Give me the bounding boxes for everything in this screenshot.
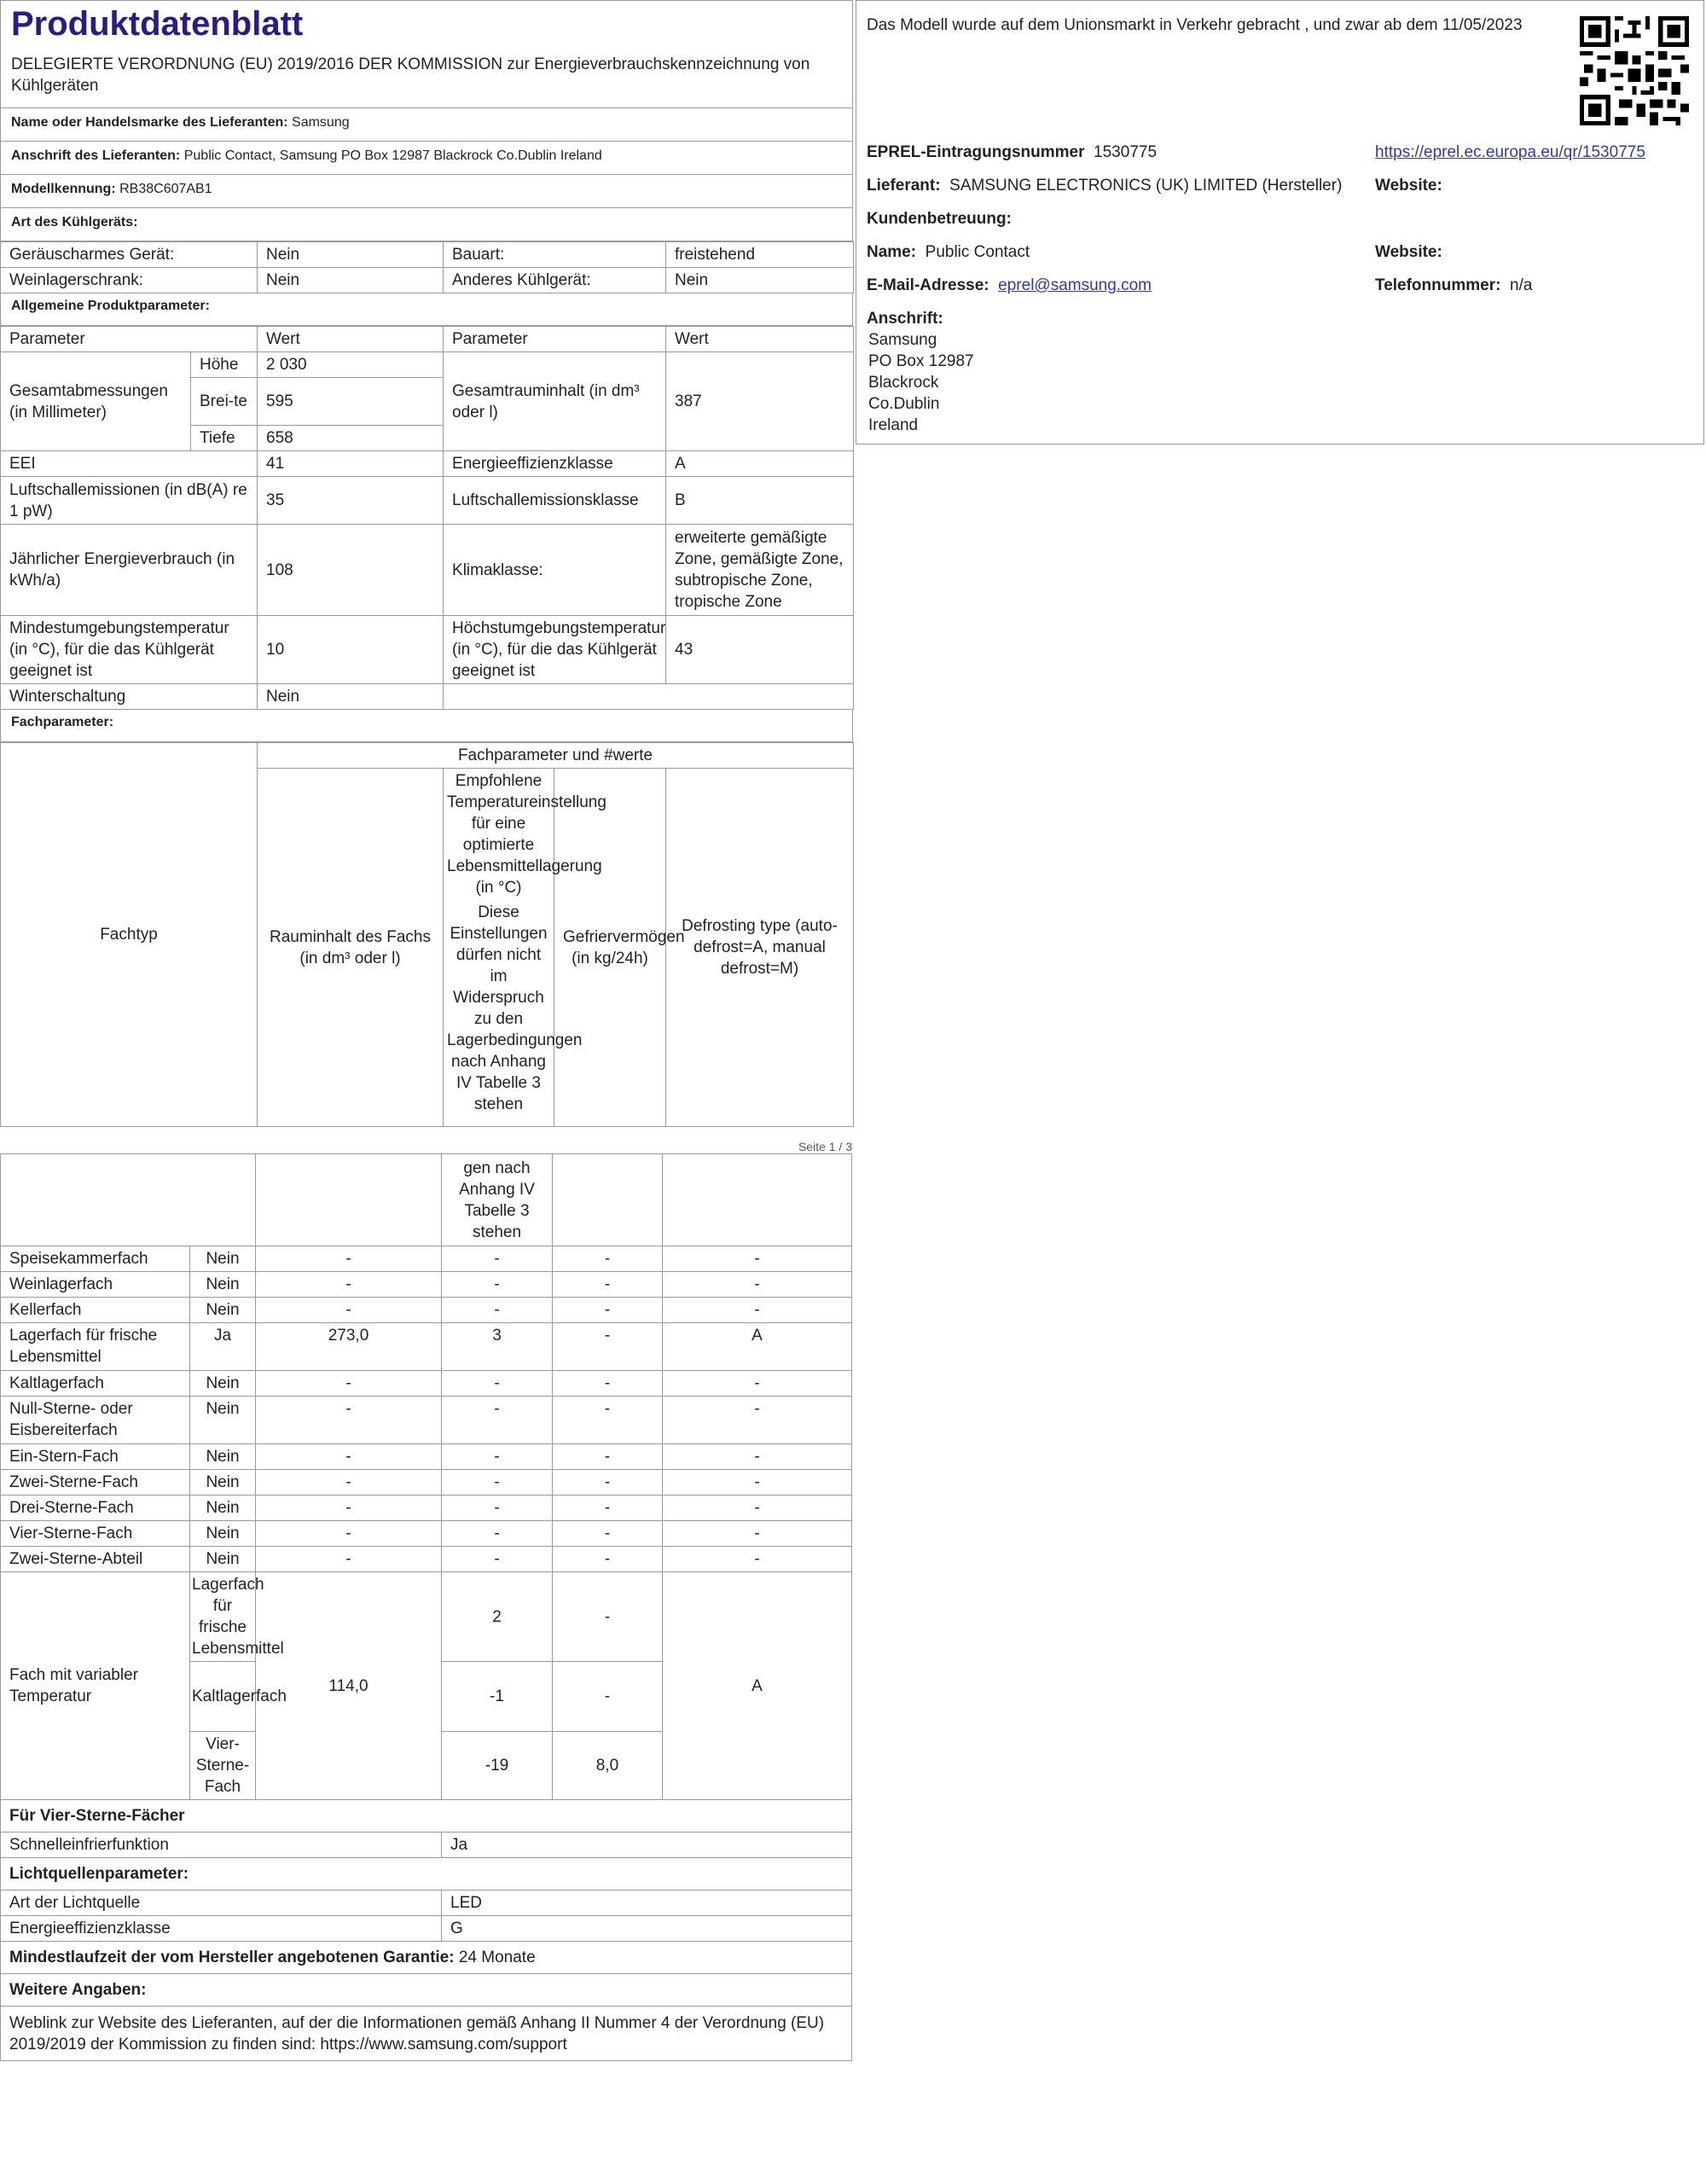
compartment-value: -	[553, 1246, 663, 1272]
compartment-value: -	[256, 1470, 442, 1496]
quick-freeze-label: Schnelleinfrierfunktion	[1, 1833, 442, 1858]
compartment-row	[1, 1470, 852, 1496]
freeze-header: Gefriervermögen (in kg/24h)	[554, 769, 666, 1127]
min-temp-value: 10	[258, 616, 444, 684]
phone-row	[1375, 275, 1532, 296]
general-header-row	[1, 327, 854, 352]
compartment-value: -	[256, 1298, 442, 1323]
compartment-value: -	[442, 1246, 553, 1272]
quick-freeze-row	[1, 1833, 852, 1858]
address-label: Anschrift:	[867, 310, 943, 328]
compartment-value: -	[256, 1246, 442, 1272]
compartment-value: -	[663, 1496, 852, 1521]
variable-temp: -1	[442, 1662, 553, 1732]
winter-value: Nein	[258, 684, 444, 710]
compartment-value: -	[663, 1371, 852, 1397]
compartment-value: -	[553, 1496, 663, 1521]
four-star-heading-row	[1, 1800, 852, 1833]
consumption-label: Jährlicher Energieverbrauch (in kWh/a)	[1, 525, 258, 616]
volume-header: Rauminhalt des Fachs (in dm³ oder l)	[258, 769, 444, 1127]
warranty-row	[1, 1942, 852, 1974]
title-block	[0, 0, 853, 108]
contact-name-value: Public Contact	[925, 243, 1030, 261]
address-line: Samsung	[868, 331, 937, 349]
empty-cell	[553, 1154, 663, 1246]
type-cell: Anderes Kühlgerät:	[444, 268, 666, 293]
noise-row	[1, 477, 854, 525]
volume-label: Gesamtrauminhalt (in dm³ oder l)	[444, 352, 666, 451]
further-heading-row	[1, 1974, 852, 2007]
compartment-name: Zwei-Sterne-Abteil	[1, 1547, 190, 1572]
eprel-value: 1530775	[1094, 143, 1158, 161]
compartment-value: -	[663, 1246, 852, 1272]
variable-sub-label: Vier-Sterne-Fach	[190, 1732, 256, 1800]
max-temp-value: 43	[666, 616, 854, 684]
climate-label: Klimaklasse:	[444, 525, 666, 616]
compartment-row	[1, 1521, 852, 1547]
compartment-present: Nein	[190, 1371, 256, 1397]
warranty-label: Mindestlaufzeit der vom Hersteller angebotenen Garantie:	[9, 1949, 455, 1966]
compartment-row	[1, 1496, 852, 1521]
winter-row	[1, 684, 854, 710]
type-heading: Art des Kühlgeräts:	[0, 208, 853, 241]
group-header: Fachparameter und #werte	[258, 743, 854, 769]
further-text: Weblink zur Website des Lieferanten, auf der die Informationen gemäß Anhang II Nummer 4 der Verordnung (EU) 2019/2019 der Kommission zu finden sind:	[9, 2013, 825, 2053]
qr-code-icon[interactable]	[1580, 16, 1689, 125]
compartment-row	[1, 1246, 852, 1272]
eei-value: 41	[258, 451, 444, 477]
compartment-name: Speisekammerfach	[1, 1246, 190, 1272]
compartment-group-row	[1, 743, 854, 769]
compartment-value: -	[553, 1470, 663, 1496]
compartment-present: Nein	[190, 1246, 256, 1272]
email-link[interactable]: eprel@samsung.com	[998, 276, 1152, 294]
light-class-value: G	[442, 1916, 852, 1942]
compartment-value: -	[442, 1397, 553, 1444]
temperature-header	[444, 769, 606, 1127]
col-param-header: Parameter	[444, 327, 666, 352]
compartment-value: -	[442, 1470, 553, 1496]
winter-label: Winterschaltung	[1, 684, 258, 710]
type-table	[0, 241, 854, 293]
compartment-header-continuation	[1, 1154, 852, 1246]
depth-value: 658	[258, 426, 444, 451]
eei-row	[1, 451, 854, 477]
compartment-value: -	[663, 1272, 852, 1298]
light-class-row	[1, 1916, 852, 1942]
compartment-value: -	[256, 1397, 442, 1444]
compartment-present: Nein	[190, 1272, 256, 1298]
empty-cell	[444, 684, 854, 710]
compartment-row	[1, 1298, 852, 1323]
supplier-name-value: Samsung	[292, 115, 350, 130]
warranty-cell	[1, 1942, 852, 1974]
market-date-text: Das Modell wurde auf dem Unionsmarkt in Verkehr gebracht , und zwar ab dem 11/05/2023	[867, 16, 1523, 34]
product-datasheet-page-2	[0, 1153, 851, 2061]
temperature-row	[1, 616, 854, 684]
compartment-row	[1, 1547, 852, 1572]
address-line: Ireland	[868, 416, 919, 434]
phone-label: Telefonnummer:	[1375, 276, 1501, 294]
page-title: Produktdatenblatt	[11, 5, 304, 43]
variable-freeze: 8,0	[553, 1732, 663, 1800]
energy-class-label: Energieeffizienzklasse	[444, 451, 666, 477]
light-heading-row	[1, 1858, 852, 1891]
volume-value: 387	[666, 352, 854, 451]
empty-cell	[1, 1154, 256, 1246]
variable-label: Fach mit variabler Temperatur	[1, 1572, 190, 1800]
address-line: PO Box 12987	[868, 352, 974, 370]
variable-freeze: -	[553, 1662, 663, 1732]
supplier-row	[867, 175, 1342, 196]
noise-class-value: B	[666, 477, 854, 525]
light-type-row	[1, 1891, 852, 1916]
compartment-value: -	[663, 1547, 852, 1572]
supplier-address-value: Public Contact, Samsung PO Box 12987 Blackrock Co.Dublin Ireland	[183, 148, 602, 163]
compartment-value: -	[442, 1272, 553, 1298]
type-cell: Nein	[258, 242, 444, 268]
compartment-header-table	[0, 742, 854, 1127]
compartment-row	[1, 1444, 852, 1470]
compartment-name: Lagerfach für frische Lebensmittel	[1, 1323, 190, 1371]
type-row	[1, 268, 854, 293]
general-heading: Allgemeine Produktparameter:	[0, 293, 853, 326]
temperature-header-note: Diese Einstellungen dürfen nicht im Widerspruch zu den Lagerbedingungen nach Anhang IV Tabelle 3 stehen	[447, 903, 583, 1113]
dimensions-label: Gesamtabmessungen (in Millimeter)	[1, 352, 191, 451]
compartment-value: -	[663, 1298, 852, 1323]
variable-sub-label: Kaltlagerfach	[190, 1662, 256, 1732]
empty-cell	[663, 1154, 852, 1246]
compartment-value: 273,0	[256, 1323, 442, 1371]
compartment-value: -	[256, 1496, 442, 1521]
compartment-value: -	[442, 1371, 553, 1397]
compartment-present: Nein	[190, 1521, 256, 1547]
type-cell: freistehend	[666, 242, 854, 268]
model-label: Modellkennung:	[11, 182, 116, 196]
variable-sub-label: Lagerfach für frische Lebensmittel	[190, 1572, 256, 1662]
compartment-name: Drei-Sterne-Fach	[1, 1496, 190, 1521]
eprel-link[interactable]: https://eprel.ec.europa.eu/qr/1530775	[1375, 143, 1645, 161]
compartment-value: -	[256, 1444, 442, 1470]
compartment-value: -	[663, 1470, 852, 1496]
compartment-row	[1, 1272, 852, 1298]
compartment-value: -	[256, 1521, 442, 1547]
model-value: RB38C607AB1	[119, 182, 212, 196]
consumption-value: 108	[258, 525, 444, 616]
variable-freeze: -	[553, 1572, 663, 1662]
compartment-present: Nein	[190, 1298, 256, 1323]
address-line: Blackrock	[868, 374, 939, 392]
type-cell: Geräuscharmes Gerät:	[1, 242, 258, 268]
col-param-header: Parameter	[1, 327, 258, 352]
regulation-text: DELEGIERTE VERORDNUNG (EU) 2019/2016 DER KOMMISSION zur Energieverbrauchskennzeichnung von Kühlgeräten	[11, 55, 810, 95]
compartment-value: -	[553, 1272, 663, 1298]
compartment-value: -	[663, 1521, 852, 1547]
supplier-value: SAMSUNG ELECTRONICS (UK) LIMITED (Hersteller)	[949, 177, 1343, 195]
empty-cell	[256, 1154, 442, 1246]
type-cell: Bauart:	[444, 242, 666, 268]
compartment-row	[1, 1371, 852, 1397]
variable-row	[1, 1572, 852, 1662]
supplier-address-label: Anschrift des Lieferanten:	[11, 148, 181, 163]
compartment-value: -	[553, 1444, 663, 1470]
compartment-value: -	[256, 1272, 442, 1298]
compartment-name: Weinlagerfach	[1, 1272, 190, 1298]
compartment-present: Nein	[190, 1470, 256, 1496]
variable-temp: -19	[442, 1732, 553, 1800]
further-cell	[1, 2007, 852, 2061]
supplier-address-row	[0, 142, 853, 175]
compartment-value: -	[553, 1323, 663, 1371]
width-label: Brei-te	[191, 378, 258, 426]
email-row	[867, 275, 1152, 296]
variable-defrost: A	[663, 1572, 852, 1800]
compartment-value: -	[553, 1298, 663, 1323]
compartment-value: -	[553, 1371, 663, 1397]
variable-volume: 114,0	[256, 1572, 442, 1800]
compartment-value: -	[553, 1547, 663, 1572]
noise-value: 35	[258, 477, 444, 525]
website-label-2: Website:	[1375, 243, 1442, 261]
light-heading: Lichtquellenparameter:	[1, 1858, 852, 1891]
compartment-present: Nein	[190, 1397, 256, 1444]
eprel-info-box	[856, 0, 1704, 444]
compartment-present: Nein	[190, 1444, 256, 1470]
eei-label: EEI	[1, 451, 258, 477]
max-temp-label: Höchstumgebungstemperatur (in °C), für die das Kühlgerät geeignet ist	[444, 616, 666, 684]
climate-value: erweiterte gemäßigte Zone, gemäßigte Zone, subtropische Zone, tropische Zone	[666, 525, 854, 616]
compartment-present: Nein	[190, 1496, 256, 1521]
support-link[interactable]: https://www.samsung.com/support	[320, 2035, 567, 2053]
height-value: 2 030	[258, 352, 444, 378]
four-star-heading: Für Vier-Sterne-Fächer	[1, 1800, 852, 1833]
col-value-header: Wert	[258, 327, 444, 352]
eprel-number-row	[867, 142, 1157, 163]
compartment-present: Ja	[190, 1323, 256, 1371]
compartment-rows	[1, 1246, 852, 1572]
contact-name-row	[867, 241, 1030, 263]
phone-value: n/a	[1510, 276, 1533, 294]
email-label: E-Mail-Adresse:	[867, 276, 989, 294]
address-block	[868, 329, 974, 436]
width-value: 595	[258, 378, 444, 426]
variable-temp: 2	[442, 1572, 553, 1662]
website-label: Website:	[1375, 177, 1442, 195]
compartment-value: -	[663, 1444, 852, 1470]
model-row	[0, 175, 853, 208]
light-type-value: LED	[442, 1891, 852, 1916]
defrost-header: Defrosting type (auto-defrost=A, manual defrost=M)	[666, 769, 854, 1127]
compartment-value: -	[553, 1397, 663, 1444]
compartment-value: -	[442, 1521, 553, 1547]
compartment-value: 3	[442, 1323, 553, 1371]
supplier-name-row	[0, 108, 853, 142]
compartment-value: -	[442, 1298, 553, 1323]
height-label: Höhe	[191, 352, 258, 378]
depth-label: Tiefe	[191, 426, 258, 451]
compartment-value: -	[256, 1371, 442, 1397]
further-row	[1, 2007, 852, 2061]
consumption-row	[1, 525, 854, 616]
compartment-name: Kaltlagerfach	[1, 1371, 190, 1397]
compartment-table	[0, 1153, 852, 2061]
compartment-name: Null-Sterne- oder Eisbereiterfach	[1, 1397, 190, 1444]
quick-freeze-value: Ja	[442, 1833, 852, 1858]
compartment-value: -	[442, 1444, 553, 1470]
col-value-header: Wert	[666, 327, 854, 352]
supplier-name-label: Name oder Handelsmarke des Lieferanten:	[11, 115, 288, 130]
compartment-present: Nein	[190, 1547, 256, 1572]
eprel-label: EPREL-Eintragungsnummer	[867, 143, 1085, 161]
energy-class-value: A	[666, 451, 854, 477]
compartment-heading: Fachparameter:	[0, 710, 853, 742]
noise-label: Luftschallemissionen (in dB(A) re 1 pW)	[1, 477, 258, 525]
customer-service-label: Kundenbetreuung:	[867, 210, 1012, 228]
compartment-value: -	[442, 1547, 553, 1572]
page-footer: Seite 1 / 3	[798, 1140, 852, 1153]
contact-name-label: Name:	[867, 243, 917, 261]
supplier-label: Lieferant:	[867, 177, 941, 195]
light-class-label: Energieeffizienzklasse	[1, 1916, 442, 1942]
warranty-value: 24 Monate	[458, 1949, 536, 1966]
min-temp-label: Mindestumgebungstemperatur (in °C), für die das Kühlgerät geeignet ist	[1, 616, 258, 684]
compartment-value: -	[663, 1397, 852, 1444]
light-type-label: Art der Lichtquelle	[1, 1891, 442, 1916]
compartment-value: -	[553, 1521, 663, 1547]
compartment-value: A	[663, 1323, 852, 1371]
address-line: Co.Dublin	[868, 395, 940, 413]
compartment-value: -	[256, 1547, 442, 1572]
type-cell: Weinlagerschrank:	[1, 268, 258, 293]
compartment-value: -	[442, 1496, 553, 1521]
compartment-name: Vier-Sterne-Fach	[1, 1521, 190, 1547]
temperature-header-continuation: gen nach Anhang IV Tabelle 3 stehen	[442, 1154, 553, 1246]
product-datasheet-page-1	[0, 0, 853, 1127]
compartment-name: Zwei-Sterne-Fach	[1, 1470, 190, 1496]
noise-class-label: Luftschallemissionsklasse	[444, 477, 666, 525]
type-cell: Nein	[666, 268, 854, 293]
compartment-name: Ein-Stern-Fach	[1, 1444, 190, 1470]
type-cell: Nein	[258, 268, 444, 293]
compartment-row	[1, 1397, 852, 1444]
fachtyp-header: Fachtyp	[1, 743, 258, 1127]
temperature-header-text: Empfohlene Temperatureinstellung für eine optimierte Lebensmittellagerung (in °C)	[447, 772, 606, 897]
compartment-name: Kellerfach	[1, 1298, 190, 1323]
further-heading: Weitere Angaben:	[1, 1974, 852, 2007]
type-row	[1, 242, 854, 268]
dimension-row	[1, 352, 854, 378]
compartment-row	[1, 1323, 852, 1371]
general-table	[0, 326, 854, 710]
